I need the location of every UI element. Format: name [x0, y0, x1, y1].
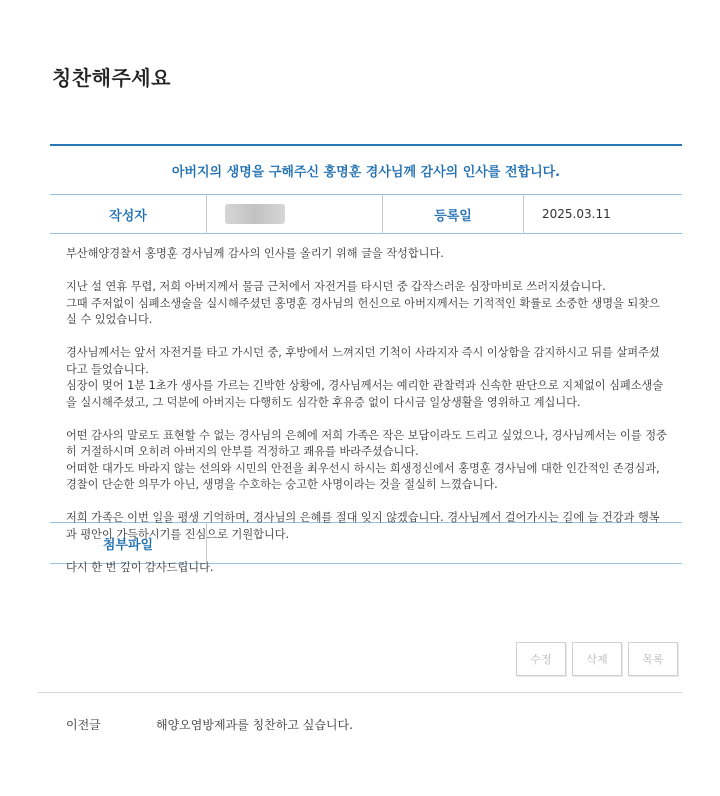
attachment-row — [50, 522, 682, 564]
delete-button[interactable]: 삭제 — [572, 642, 622, 676]
author-label: 작성자 — [109, 208, 147, 224]
attachment-label: 첨부파일 — [102, 537, 154, 553]
content-paragraph: 다시 한 번 깊이 감사드립니다. — [66, 560, 214, 574]
post-view — [50, 144, 682, 574]
author-blurred-name — [225, 204, 285, 224]
content-paragraph: 경사님께서는 앞서 자전거를 타고 가시던 중, 후방에서 느껴지던 기척이 사라지자 즉시 이상함을 감지하시고 뒤를 살펴주셨다고 들었습니다. 심장이 멎어 1분 1초가 생사를 가르는 긴박한 상황에, 경사님께서는 예리한 관찰력과 신속한 판단으로 지체없이 심폐소생술을 실시해주셨고, 그 덕분에 아버지는 다행히도 심각한 후유증 없이 다시금 일상생활을 영위하고 계십니다. — [66, 346, 664, 409]
author-value — [206, 195, 382, 233]
post-actions — [516, 642, 678, 676]
post-meta-row — [50, 195, 682, 234]
post-title: 아버지의 생명을 구해주신 홍명훈 경사님께 감사의 인사를 전합니다. — [50, 144, 682, 195]
date-label: 등록일 — [382, 195, 523, 233]
attachment-value — [206, 523, 682, 563]
prev-post-row[interactable] — [66, 716, 353, 733]
date-value: 2025.03.11 — [523, 195, 682, 233]
prev-post-link[interactable]: 해양오염방제과를 칭찬하고 싶습니다. — [156, 718, 353, 732]
prev-post-label: 이전글 — [66, 718, 101, 732]
content-paragraph: 저희 가족은 이번 일을 평생 기억하며, 경사님의 은혜를 절대 잊지 않겠습니다. 경사님께서 걸어가시는 길에 늘 건강과 행복과 평안이 가득하시기를 진심으로 기원합니다. — [66, 511, 660, 541]
list-button[interactable]: 목록 — [628, 642, 678, 676]
content-paragraph: 어떤 감사의 말로도 표현할 수 없는 경사님의 은혜에 저희 가족은 작은 보답이라도 드리고 싶었으나, 경사님께서는 이를 정중히 거절하시며 오히려 아버지의 안부를 걱정하고 쾌유를 바라주셨습니다. 어떠한 대가도 바라지 않는 선의와 시민의 안전을 최우선시 하시는 희생정신에서 홍명훈 경사님에 대한 인간적인 존경심과, 경찰이 단순한 의무가 아닌, 생명을 수호하는 숭고한 사명이라는 것을 절실히 느꼈습니다. — [66, 428, 667, 491]
content-paragraph: 지난 설 연휴 무렵, 저희 아버지께서 물금 근처에서 자전거를 타시던 중 갑작스러운 심장마비로 쓰러지셨습니다. 그때 주저없이 심폐소생술을 실시해주셨던 홍명훈 경사님의 헌신으로 아버지께서는 기적적인 확률로 소중한 생명을 되찾으실 수 있었습니다. — [66, 280, 660, 326]
content-paragraph: 부산해양경찰서 홍명훈 경사님께 감사의 인사를 올리기 위해 글을 작성합니다. — [66, 247, 444, 260]
edit-button[interactable]: 수정 — [516, 642, 566, 676]
divider — [38, 692, 682, 693]
page-title: 칭찬해주세요 — [52, 66, 171, 90]
